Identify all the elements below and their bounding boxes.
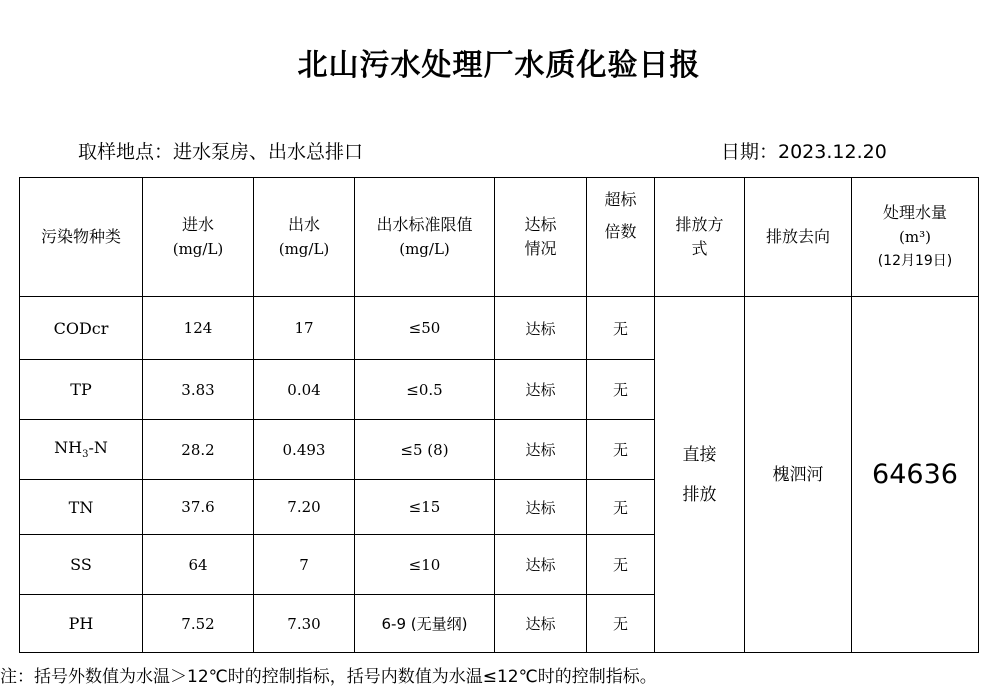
pollutant-subscript: 3 [82,449,89,461]
water-quality-table [19,177,979,653]
exceed-cell: 无 [587,420,655,480]
inflow-cell: 7.52 [143,595,254,653]
header-limit-unit: (mg/L) [399,240,450,258]
compliance-cell: 达标 [495,420,587,480]
report-date: 日期：2023.12.20 [721,141,887,163]
compliance-cell: 达标 [495,360,587,420]
outflow-cell: 0.493 [254,420,355,480]
treated-volume-cell: 64636 [852,297,979,653]
header-outflow-unit: (mg/L) [278,240,330,258]
outflow-cell: 7 [254,535,355,595]
limit-cell: ≤10 [355,535,495,595]
limit-cell: 6-9 (无量纲) [355,595,495,653]
header-volume-l1: 处理水量 [882,203,947,222]
discharge-method-l2: 排放 [682,484,717,505]
header-compliance [495,178,587,297]
header-exceed [587,178,655,297]
exceed-cell: 无 [587,360,655,420]
inflow-cell: 28.2 [143,420,254,480]
outflow-cell: 0.04 [254,360,355,420]
outflow-cell: 7.20 [254,480,355,535]
pollutant-cell [20,420,143,480]
header-exceed-l1: 超标 [604,190,637,209]
header-limit-label: 出水标准限值 [376,215,473,234]
limit-cell: ≤50 [355,297,495,360]
header-inflow-unit: (mg/L) [172,240,224,258]
exceed-cell: 无 [587,595,655,653]
compliance-cell: 达标 [495,297,587,360]
exceed-cell: 无 [587,297,655,360]
header-volume-l2: (m³) [899,228,931,246]
pollutant-cell: TP [20,360,143,420]
header-pollutant: 污染物种类 [20,178,143,297]
exceed-cell: 无 [587,535,655,595]
header-exceed-l2: 倍数 [604,222,637,241]
pollutant-cell: CODcr [20,297,143,360]
discharge-method-cell [655,297,745,653]
inflow-cell: 3.83 [143,360,254,420]
limit-cell: ≤15 [355,480,495,535]
inflow-cell: 37.6 [143,480,254,535]
limit-cell: ≤5 (8) [355,420,495,480]
pollutant-cell: PH [20,595,143,653]
header-compliance-l2: 情况 [524,239,557,258]
inflow-cell: 64 [143,535,254,595]
discharge-method-l1: 直接 [682,444,717,465]
pollutant-cell: TN [20,480,143,535]
header-method [655,178,745,297]
header-volume-l3: (12月19日) [877,253,953,269]
outflow-cell: 17 [254,297,355,360]
header-compliance-l1: 达标 [524,215,557,234]
header-volume [852,178,979,297]
table-row [20,297,979,360]
compliance-cell: 达标 [495,595,587,653]
sampling-location: 取样地点：进水泵房、出水总排口 [78,141,364,163]
header-row [20,178,979,297]
footnote: 注：括号外数值为水温＞12℃时的控制指标，括号内数值为水温≤12℃时的控制指标。 [0,667,657,687]
pollutant-cell: SS [20,535,143,595]
pollutant-suffix: -N [88,438,108,458]
compliance-cell: 达标 [495,535,587,595]
header-outflow-label: 出水 [287,215,320,234]
pollutant-base: NH [54,438,83,458]
outflow-cell: 7.30 [254,595,355,653]
limit-cell: ≤0.5 [355,360,495,420]
inflow-cell: 124 [143,297,254,360]
compliance-cell: 达标 [495,480,587,535]
header-destination: 排放去向 [745,178,852,297]
exceed-cell: 无 [587,480,655,535]
discharge-destination-cell: 槐泗河 [745,297,852,653]
header-method-l1: 排放方 [675,215,724,234]
header-inflow [143,178,254,297]
header-inflow-label: 进水 [181,215,214,234]
report-title: 北山污水处理厂水质化验日报 [297,48,701,83]
header-limit [355,178,495,297]
header-method-l2: 式 [691,239,708,258]
header-outflow [254,178,355,297]
